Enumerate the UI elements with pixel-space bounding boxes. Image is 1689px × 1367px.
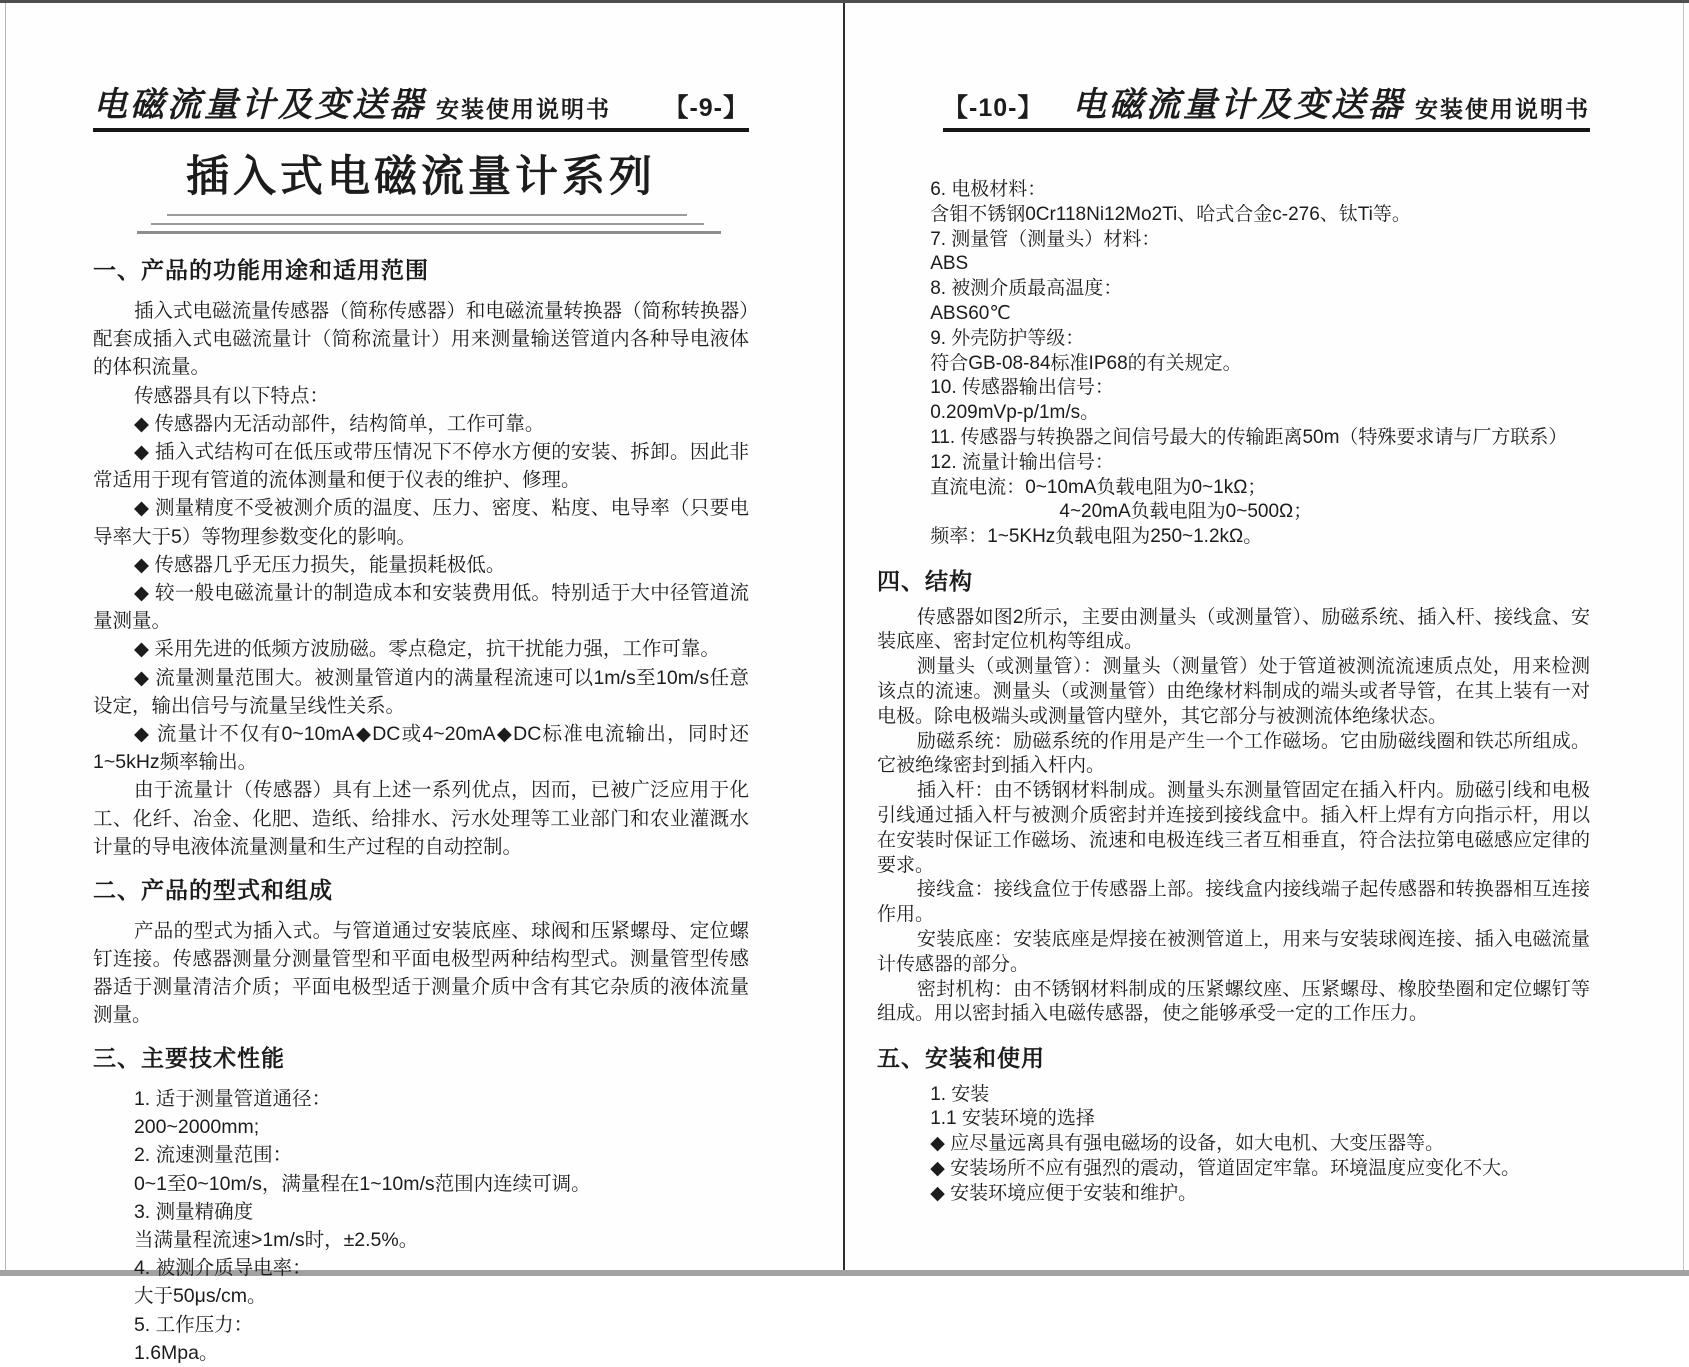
paragraph: ◆ 测量精度不受被测介质的温度、压力、密度、粘度、电导率（只要电导率大于5）等物理参数变化的影响。 [93, 497, 749, 548]
section-heading: 二、产品的型式和组成 [93, 876, 333, 903]
paragraph: 励磁系统：励磁系统的作用是产生一个工作磁场。它由励磁线圈和铁芯所组成。它被绝缘密封到插入杆内。 [877, 730, 1590, 777]
paragraph: ◆ 传感器内无活动部件，结构简单，工作可靠。 [133, 412, 545, 435]
right-border-rule [1683, 3, 1684, 1270]
paragraph: ◆ 安装场所不应有强烈的震动，管道固定牢靠。环境温度应变化不大。 [930, 1158, 1521, 1180]
paragraph: ◆ 采用先进的低频方波励磁。零点稳定，抗干扰能力强，工作可靠。 [133, 638, 720, 661]
paragraph: ABS [930, 253, 969, 275]
paragraph: 4~20mA负载电阻为0~500Ω； [1059, 501, 1313, 523]
paragraph: 频率：1~5KHz负载电阻为250~1.2kΩ。 [930, 526, 1263, 548]
page-number: 【-10-】 [943, 93, 1044, 122]
paragraph: 插入杆：由不锈钢材料制成。测量头东测量管固定在插入杆内。励磁引线和电极引线通过插入杆与被测介质密封并连接到接线盒中。插入杆上焊有方向指示杆，用以在安装时保证工作磁场、流速和电极连线三者互相垂直，符合法拉第电磁感应定律的要求。 [877, 780, 1590, 876]
paragraph: ◆ 传感器几乎无压力损失，能量损耗极低。 [133, 553, 506, 576]
paragraph: 7. 测量管（测量头）材料： [930, 228, 1161, 250]
paragraph: ◆ 应尽量远离具有强电磁场的设备，如大电机、大变压器等。 [930, 1133, 1445, 1155]
section-heading: 四、结构 [877, 567, 973, 594]
paragraph: ◆ 流量计不仅有0~10mA◆DC或4~20mA◆DC标准电流输出，同时还1~5kHz频率输出。 [93, 722, 749, 774]
paragraph: 大于50μs/cm。 [133, 1285, 267, 1308]
paragraph: 6. 电极材料： [930, 179, 1047, 200]
manual-brand-title: 电磁流量计及变送器 [1072, 86, 1405, 124]
paragraph: 10. 传感器输出信号： [930, 377, 1114, 399]
title-underline-decoration [93, 211, 749, 241]
paragraph: ◆ 安装环境应便于安装和维护。 [930, 1182, 1198, 1204]
paragraph: 含钼不锈钢0Cr118Ni12Mo2Ti、哈式合金c-276、钛Ti等。 [930, 203, 1411, 225]
paragraph: 测量头（或测量管）：测量头（测量管）处于管道被测流流速质点处，用来检测该点的流速。测量头（或测量管）由绝缘材料制成的端头或者导管，在其上装有一对电极。除电极端头或测量管内壁外，其它部分与被测流体绝缘状态。 [877, 656, 1590, 727]
paragraph: 200~2000mm; [133, 1116, 260, 1139]
title-rule-1 [167, 214, 687, 216]
page-9 [93, 88, 749, 1367]
page-10 [877, 88, 1590, 1207]
paragraph: 11. 传感器与转换器之间信号最大的传输距离50m（特殊要求请与厂方联系） [930, 426, 1568, 448]
paragraph: 产品的型式为插入式。与管道通过安装底座、球阀和压紧螺母、定位螺钉连接。传感器测量分测量管型和平面电极型两种结构型式。测量管型传感器适于测量清洁介质；平面电极型适于测量介质中含有其它杂质的液体流量测量。 [93, 919, 749, 1027]
paragraph: 8. 被测介质最高温度： [930, 278, 1123, 300]
paragraph: 1. 适于测量管道通径： [133, 1087, 332, 1110]
paragraph: 由于流量计（传感器）具有上述一系列优点，因而，已被广泛应用于化工、化纤、冶金、化肥、造纸、给排水、污水处理等工业部门和农业灌溉水计量的导电液体流量测量和生产过程的自动控制。 [93, 779, 749, 858]
paragraph: 当满量程流速>1m/s时，±2.5%。 [133, 1228, 419, 1251]
paragraph: 传感器如图2所示，主要由测量头（或测量管）、励磁系统、插入杆、接线盒、安装底座、密封定位机构等组成。 [877, 606, 1590, 653]
running-header [943, 88, 1590, 132]
paragraph: 1. 安装 [930, 1083, 990, 1105]
section-heading: 五、安装和使用 [877, 1045, 1045, 1072]
paragraph: 密封机构：由不锈钢材料制成的压紧螺纹座、压紧螺母、橡胶垫圈和定位螺钉等组成。用以密封插入电磁传感器，使之能够承受一定的工作压力。 [877, 978, 1590, 1025]
paragraph: 传感器具有以下特点： [133, 384, 329, 407]
paragraph: 9. 外壳防护等级： [930, 327, 1085, 349]
paragraph: ◆ 流量测量范围大。被测量管道内的满量程流速可以1m/s至10m/s任意设定，输出信号与流量呈线性关系。 [93, 666, 749, 717]
paragraph: 符合GB-08-84标准IP68的有关规定。 [930, 352, 1242, 374]
paragraph: 1.6Mpa。 [133, 1341, 219, 1364]
manual-brand-title: 电磁流量计及变送器 [93, 86, 426, 124]
paragraph: 12. 流量计输出信号： [930, 451, 1114, 473]
title-rule-2 [151, 223, 704, 225]
section-heading: 一、产品的功能用途和适用范围 [93, 257, 429, 284]
manual-subtitle: 安装使用说明书 [436, 95, 611, 122]
running-header [93, 88, 749, 132]
paragraph: 直流电流：0~10mA负载电阻为0~1kΩ； [930, 476, 1267, 498]
paragraph: ABS60℃ [930, 302, 1011, 324]
paragraph: 2. 流速测量范围： [133, 1144, 293, 1167]
paragraph: 安装底座：安装底座是焊接在被测管道上，用来与安装球阀连接、插入电磁流量计传感器的部分。 [877, 928, 1590, 975]
page-number: 【-9-】 [663, 93, 749, 122]
paragraph: 插入式电磁流量传感器（简称传感器）和电磁流量转换器（简称转换器）配套成插入式电磁流量计（简称流量计）用来测量输送管道内各种导电液体的体积流量。 [93, 299, 749, 379]
page-gutter-divider [843, 3, 845, 1270]
paragraph: 0.209mVp-p/1m/s。 [930, 402, 1100, 424]
document-title: 插入式电磁流量计系列 [186, 153, 656, 201]
paragraph: 4. 被测介质导电率： [133, 1257, 312, 1280]
paragraph: ◆ 插入式结构可在低压或带压情况下不停水方便的安装、拆卸。因此非常适用于现有管道的流体测量和便于仪表的维护、修理。 [93, 440, 749, 492]
manual-subtitle: 安装使用说明书 [1415, 95, 1590, 122]
section-heading: 三、主要技术性能 [93, 1045, 285, 1072]
paragraph: 3. 测量精确度 [133, 1200, 254, 1223]
page-10-content [877, 178, 1590, 1207]
paragraph: 5. 工作压力： [133, 1313, 254, 1336]
page-9-content [93, 257, 749, 1367]
paragraph: 1.1 安装环境的选择 [930, 1108, 1095, 1130]
paragraph: ◆ 较一般电磁流量计的制造成本和安装费用低。特别适于大中径管道流量测量。 [93, 581, 749, 633]
title-rule-3 [137, 231, 721, 234]
paragraph: 接线盒：接线盒位于传感器上部。接线盒内接线端子起传感器和转换器相互连接作用。 [877, 879, 1590, 926]
paragraph: 0~1至0~10m/s，满量程在1~10m/s范围内连续可调。 [133, 1172, 591, 1195]
left-border-rule [5, 3, 6, 1270]
